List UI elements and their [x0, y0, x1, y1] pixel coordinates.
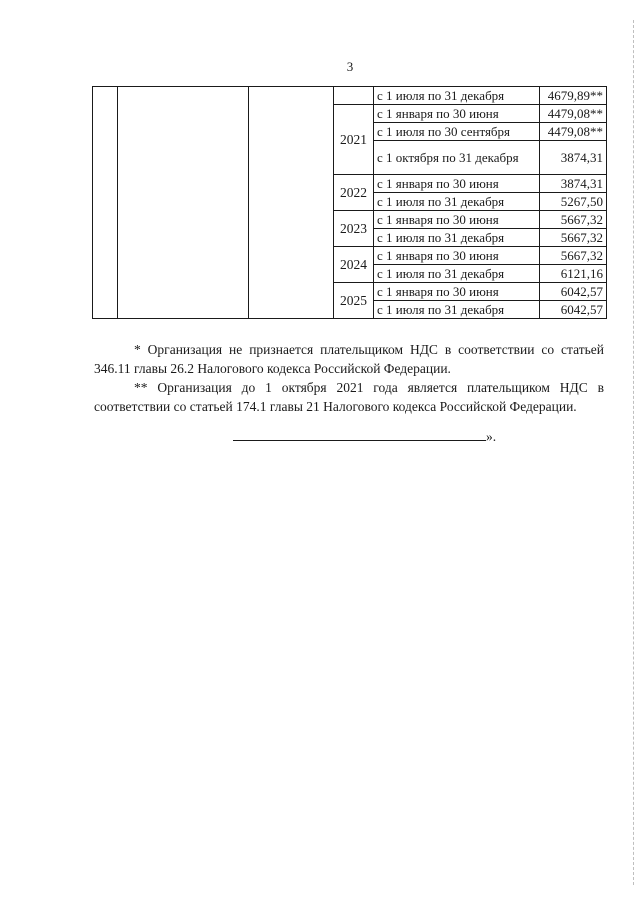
period-cell: с 1 июля по 31 декабря: [374, 265, 540, 283]
period-cell: с 1 января по 30 июня: [374, 283, 540, 301]
year-cell: 2021: [334, 105, 374, 175]
period-cell: с 1 января по 30 июня: [374, 211, 540, 229]
period-cell: с 1 июля по 31 декабря: [374, 193, 540, 211]
year-cell: 2023: [334, 211, 374, 247]
tariff-value-cell: 5667,32: [540, 229, 607, 247]
closing-line: [233, 429, 496, 445]
tariff-value-cell: 3874,31: [540, 175, 607, 193]
service-cell: [249, 87, 334, 319]
tariff-value-cell: 5267,50: [540, 193, 607, 211]
footnote-vat-exempt: * Организация не признается плательщиком НДС в соответствии со статьей 346.11 главы 26.2 Налогового кодекса Российской Федерации.: [94, 342, 604, 376]
tariff-value-cell: 4479,08**: [540, 105, 607, 123]
tariff-value-cell: 6042,57: [540, 301, 607, 319]
footnote-vat-payer: ** Организация до 1 октября 2021 года является плательщиком НДС в соответствии со статьей 174.1 главы 21 Налогового кодекса Российской Федерации.: [94, 380, 604, 414]
period-cell: с 1 июля по 31 декабря: [374, 229, 540, 247]
number-cell: [93, 87, 118, 319]
period-cell: с 1 января по 30 июня: [374, 247, 540, 265]
period-cell: с 1 июля по 31 декабря: [374, 87, 540, 105]
scan-edge-divider: [633, 20, 634, 885]
period-cell: с 1 июля по 30 сентября: [374, 123, 540, 141]
year-cell: [334, 87, 374, 105]
period-cell: с 1 января по 30 июня: [374, 175, 540, 193]
tariff-value-cell: 6042,57: [540, 283, 607, 301]
tariff-value-cell: 4479,08**: [540, 123, 607, 141]
tariff-value-cell: 4679,89**: [540, 87, 607, 105]
period-cell: с 1 июля по 31 декабря: [374, 301, 540, 319]
organization-cell: [118, 87, 249, 319]
page-number: 3: [346, 59, 354, 74]
tariff-value-cell: 6121,16: [540, 265, 607, 283]
period-cell: с 1 января по 30 июня: [374, 105, 540, 123]
year-cell: 2024: [334, 247, 374, 283]
tariff-value-cell: 5667,32: [540, 211, 607, 229]
table-row: [93, 87, 607, 105]
footnotes: [94, 340, 604, 416]
year-cell: 2022: [334, 175, 374, 211]
tariff-value-cell: 5667,32: [540, 247, 607, 265]
tariff-value-cell: 3874,31: [540, 141, 607, 175]
year-cell: 2025: [334, 283, 374, 319]
signature-underline: [233, 439, 486, 441]
closing-quote: ».: [486, 429, 497, 444]
tariff-table: [92, 86, 607, 319]
period-cell: с 1 октября по 31 декабря: [374, 141, 540, 175]
